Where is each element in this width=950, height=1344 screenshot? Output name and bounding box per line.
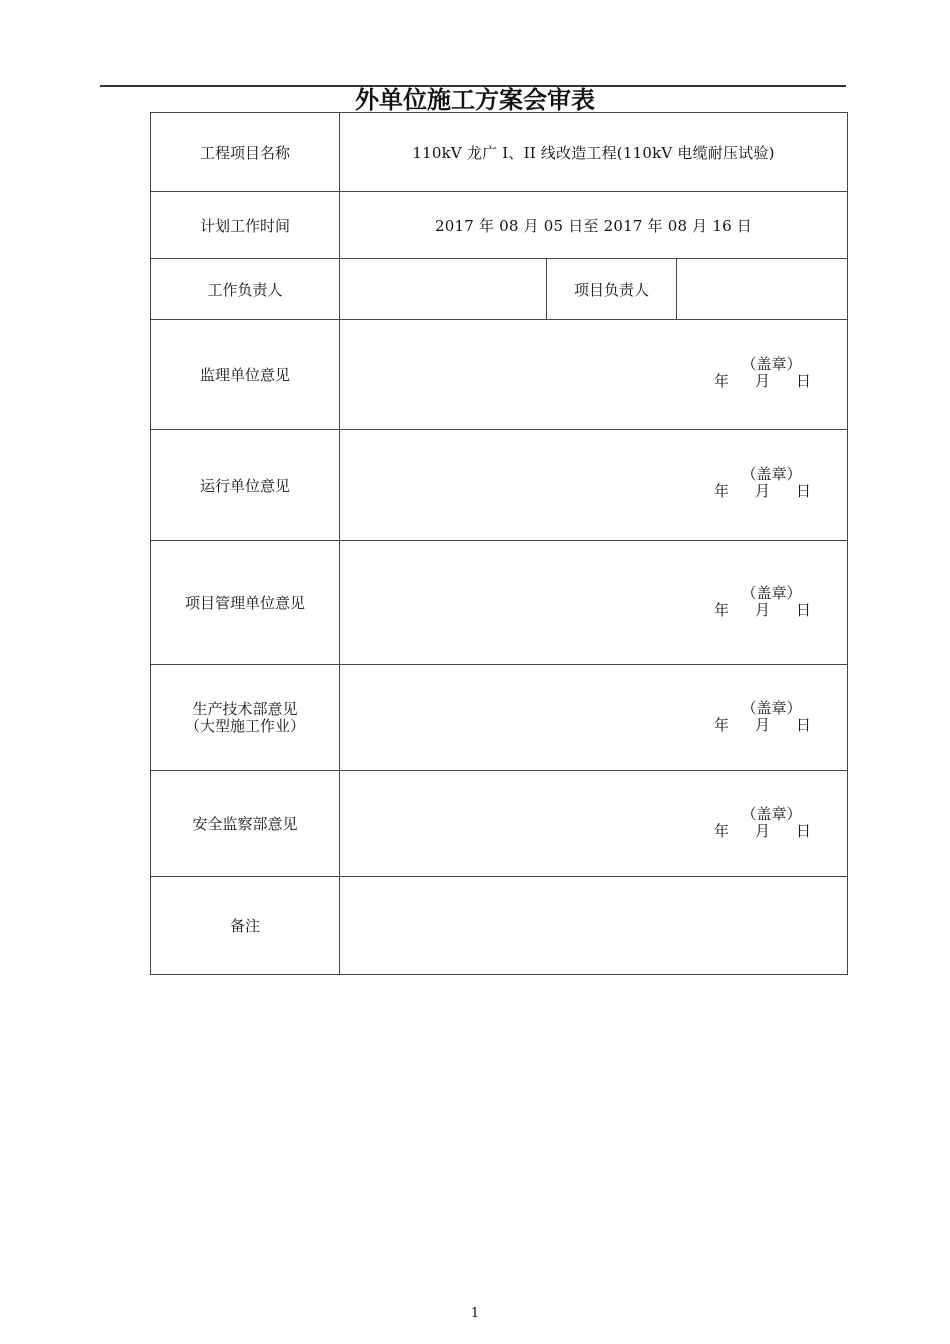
seal-text: （盖章） xyxy=(741,584,802,602)
row-operation-opinion xyxy=(151,430,848,541)
remarks-field[interactable] xyxy=(340,877,848,975)
opinion-label: 生产技术部意见 xyxy=(192,699,298,718)
project-leader-field[interactable] xyxy=(677,259,848,320)
operation-opinion-label xyxy=(151,430,340,541)
opinion-label: 运行单位意见 xyxy=(199,476,290,495)
month-text: 月 xyxy=(755,482,771,500)
seal-text: （盖章） xyxy=(741,805,802,823)
seal-date-block xyxy=(714,466,811,500)
opinion-label: 项目管理单位意见 xyxy=(184,594,305,612)
day-text: 日 xyxy=(796,482,812,500)
supervision-opinion-field[interactable] xyxy=(340,320,848,430)
project-management-opinion-label xyxy=(151,541,340,665)
seal-date-block xyxy=(714,356,811,390)
row-supervision-opinion xyxy=(151,320,848,430)
day-text: 日 xyxy=(796,822,812,840)
seal-date-block xyxy=(714,585,811,619)
day-text: 日 xyxy=(796,601,812,619)
month-text: 月 xyxy=(755,372,771,390)
month-text: 月 xyxy=(755,601,771,619)
seal-text: （盖章） xyxy=(741,699,802,717)
seal-text: （盖章） xyxy=(741,355,802,373)
row-safety-opinion xyxy=(151,771,848,877)
opinion-label: 监理单位意见 xyxy=(199,366,290,384)
day-text: 日 xyxy=(796,716,812,734)
project-leader-label: 项目负责人 xyxy=(547,259,677,320)
safety-opinion-label xyxy=(151,771,340,877)
review-form-table xyxy=(150,112,848,975)
remarks-label: 备注 xyxy=(151,877,340,975)
year-text: 年 xyxy=(713,372,729,390)
day-text: 日 xyxy=(796,372,812,390)
work-leader-field[interactable] xyxy=(340,259,547,320)
seal-date-block xyxy=(714,700,811,734)
row-leaders xyxy=(151,259,848,320)
document-title: 外单位施工方案会审表 xyxy=(355,86,595,114)
safety-opinion-field[interactable] xyxy=(340,771,848,877)
production-tech-opinion-label xyxy=(151,665,340,771)
planned-time-label: 计划工作时间 xyxy=(151,192,340,259)
project-management-opinion-field[interactable] xyxy=(340,541,848,665)
opinion-sublabel: （大型施工作业） xyxy=(184,716,305,735)
project-name-label: 工程项目名称 xyxy=(151,113,340,192)
planned-time-value: 2017 年 08 月 05 日至 2017 年 08 月 16 日 xyxy=(340,192,848,259)
page-number: 1 xyxy=(470,1306,480,1321)
opinion-label: 安全监察部意见 xyxy=(192,815,298,833)
row-remarks xyxy=(151,877,848,975)
row-project-management-opinion xyxy=(151,541,848,665)
supervision-opinion-label xyxy=(151,320,340,430)
production-tech-opinion-field[interactable] xyxy=(340,665,848,771)
year-text: 年 xyxy=(713,716,729,734)
year-text: 年 xyxy=(713,822,729,840)
project-name-value: 110kV 龙广 I、II 线改造工程(110kV 电缆耐压试验) xyxy=(340,113,848,192)
operation-opinion-field[interactable] xyxy=(340,430,848,541)
row-planned-time xyxy=(151,192,848,259)
month-text: 月 xyxy=(755,822,771,840)
work-leader-label: 工作负责人 xyxy=(151,259,340,320)
year-text: 年 xyxy=(713,601,729,619)
row-production-tech-opinion xyxy=(151,665,848,771)
year-text: 年 xyxy=(713,482,729,500)
month-text: 月 xyxy=(755,716,771,734)
seal-date-block xyxy=(714,806,811,840)
row-project-name xyxy=(151,113,848,192)
seal-text: （盖章） xyxy=(741,465,802,483)
